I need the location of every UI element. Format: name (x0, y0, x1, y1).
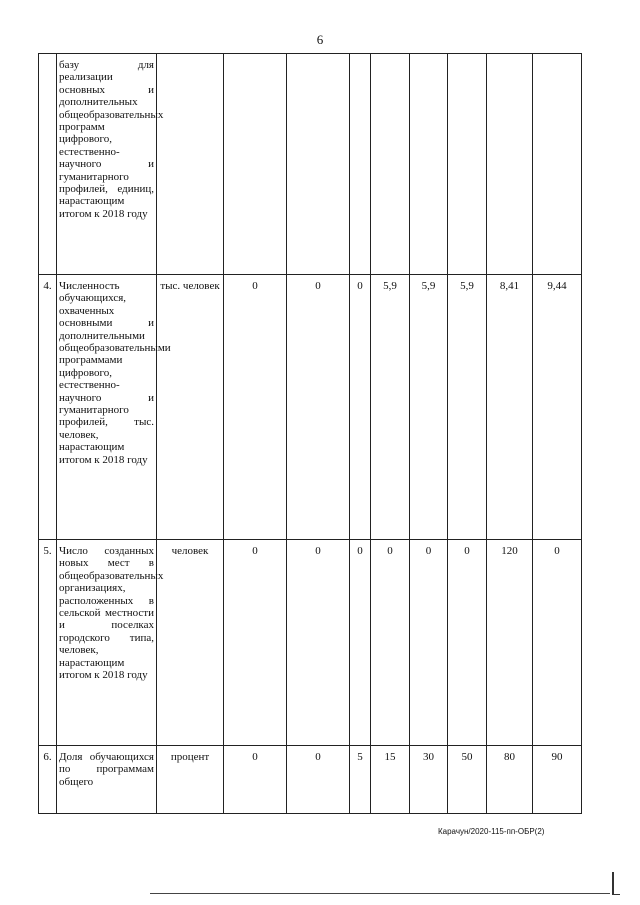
value-cell: 0 (533, 540, 582, 746)
value-cell: 5,9 (410, 275, 448, 540)
value-cell: 5,9 (448, 275, 487, 540)
value-cell: 0 (287, 746, 350, 814)
value-cell (371, 54, 410, 275)
value-cell: 0 (287, 275, 350, 540)
unit-cell: человек (157, 540, 224, 746)
table-row (39, 746, 582, 814)
value-cell (487, 54, 533, 275)
value-cell (410, 54, 448, 275)
value-cell: 15 (371, 746, 410, 814)
document-code: Карачун/2020-115-пп-ОБР(2) (438, 827, 545, 836)
table-row (39, 275, 582, 540)
value-cell: 0 (224, 275, 287, 540)
indicator-name: Доля обучающихся по программам общего (57, 746, 157, 814)
unit-cell (157, 54, 224, 275)
value-cell (287, 54, 350, 275)
value-cell (350, 54, 371, 275)
table-row (39, 540, 582, 746)
value-cell: 0 (224, 540, 287, 746)
value-cell: 0 (448, 540, 487, 746)
indicator-name: Число созданных новых мест в общеобразовательных организациях, расположенных в сельской местности и поселках городского типа, человек, нарастающим итогом к 2018 году (57, 540, 157, 746)
value-cell: 0 (287, 540, 350, 746)
indicator-name: Численность обучающихся, охваченных основными и дополнительными общеобразовательными программами цифрового, естественно-научного и гуманитарного профилей, тыс. человек, нарастающим итогом к 2018 году (57, 275, 157, 540)
row-number (39, 54, 57, 275)
row-number: 4. (39, 275, 57, 540)
indicator-name: базу для реализации основных и дополнительных общеобразовательных программ цифрового, естественно-научного и гуманитарного профилей, единиц, нарастающим итогом к 2018 году (57, 54, 157, 275)
value-cell (533, 54, 582, 275)
value-cell: 120 (487, 540, 533, 746)
value-cell: 9,44 (533, 275, 582, 540)
value-cell (224, 54, 287, 275)
value-cell: 50 (448, 746, 487, 814)
indicators-table (38, 53, 582, 814)
value-cell: 90 (533, 746, 582, 814)
row-number: 5. (39, 540, 57, 746)
row-number: 6. (39, 746, 57, 814)
value-cell: 0 (224, 746, 287, 814)
page-number: 6 (316, 32, 324, 47)
bottom-rule (150, 893, 610, 894)
corner-mark (612, 872, 620, 895)
value-cell: 5 (350, 746, 371, 814)
unit-cell: тыс. человек (157, 275, 224, 540)
table-row (39, 54, 582, 275)
unit-cell: процент (157, 746, 224, 814)
value-cell (448, 54, 487, 275)
value-cell: 0 (371, 540, 410, 746)
value-cell: 8,41 (487, 275, 533, 540)
value-cell: 0 (350, 275, 371, 540)
value-cell: 0 (350, 540, 371, 746)
value-cell: 5,9 (371, 275, 410, 540)
value-cell: 80 (487, 746, 533, 814)
value-cell: 30 (410, 746, 448, 814)
value-cell: 0 (410, 540, 448, 746)
